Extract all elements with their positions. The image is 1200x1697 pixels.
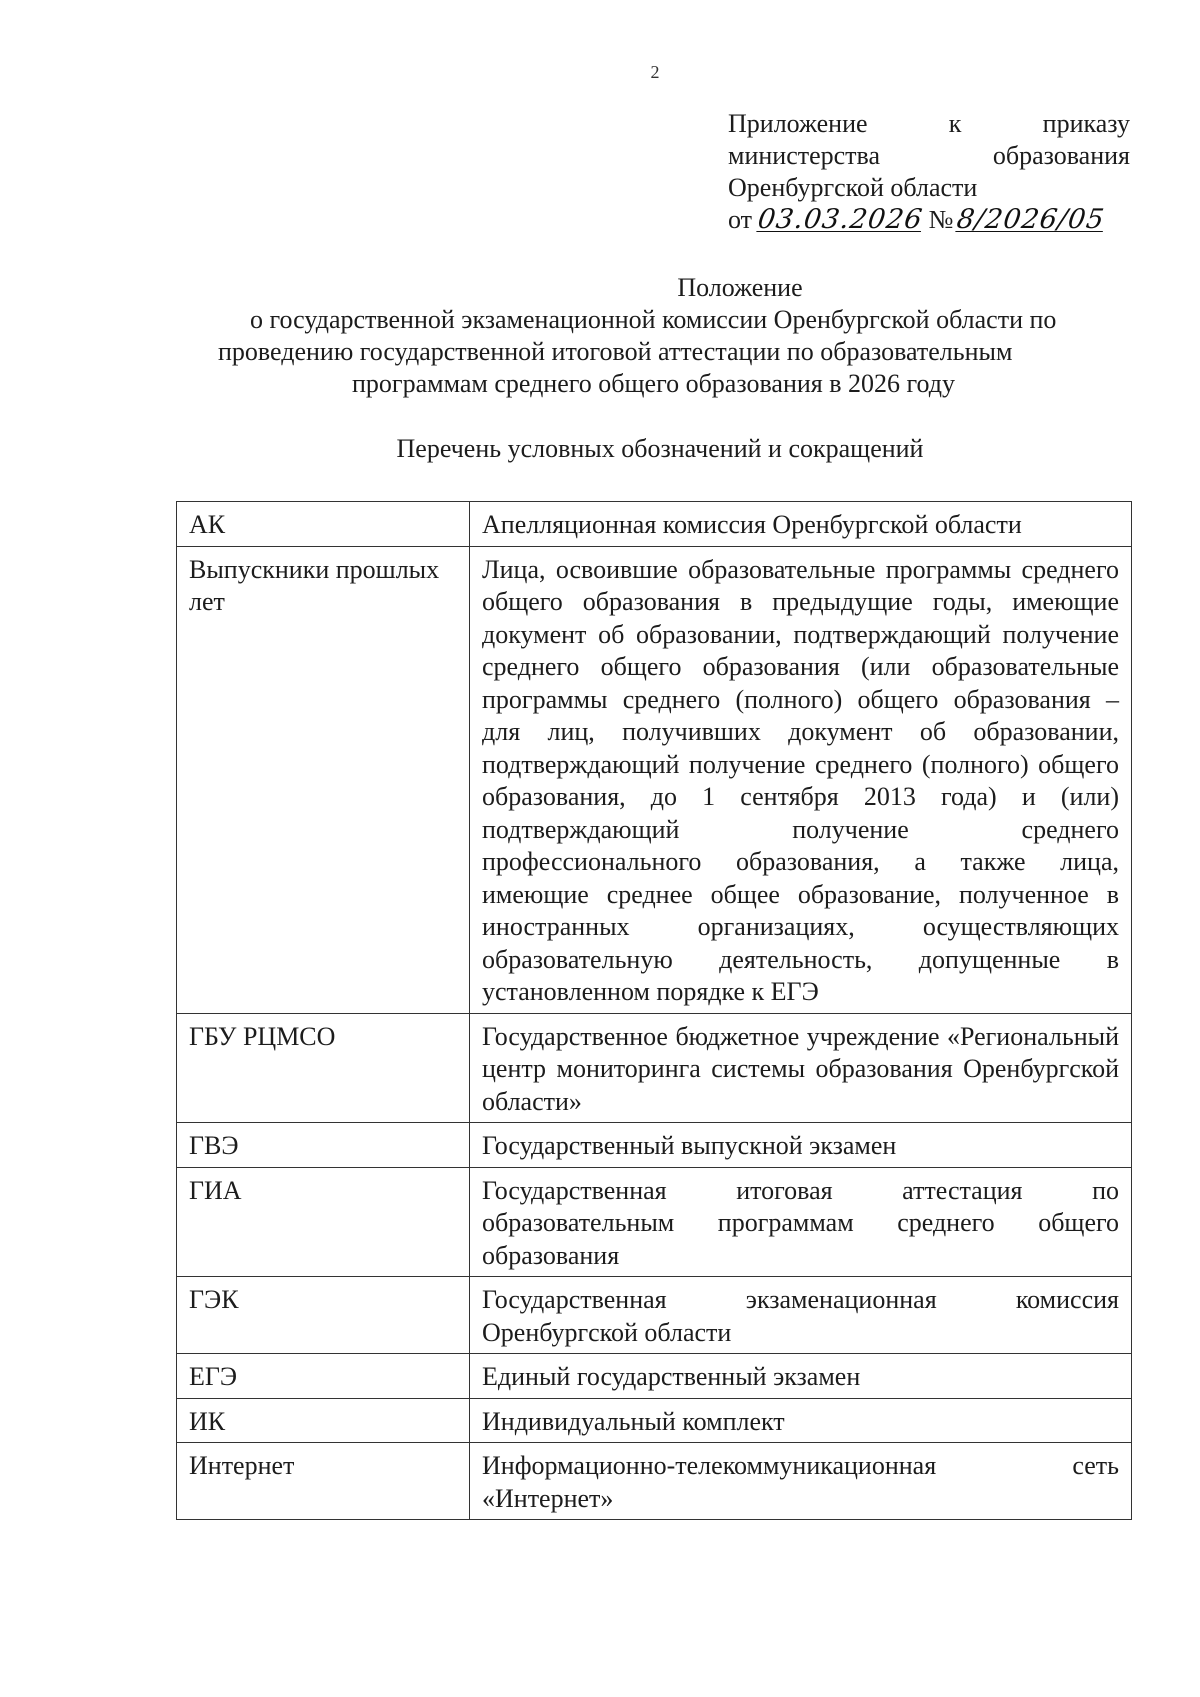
appendix-line-3: Оренбургской области: [728, 173, 978, 202]
table-row: [177, 502, 1132, 547]
abbreviation-cell: ГИА: [177, 1167, 470, 1277]
definition-cell: Государственная экзаменационная комиссия Оренбургской области: [470, 1277, 1132, 1354]
abbreviations-table: [176, 501, 1132, 1520]
page-number: 2: [650, 62, 660, 82]
abbreviation-cell: ГВЭ: [177, 1123, 470, 1168]
number-prefix: №: [928, 205, 954, 234]
table-row: [177, 1443, 1132, 1520]
appendix-header: [728, 108, 1130, 236]
table-row: [177, 1167, 1132, 1277]
order-line: [728, 204, 1130, 236]
definition-cell: Единый государственный экзамен: [470, 1354, 1132, 1399]
definition-cell: Апелляционная комиссия Оренбургской области: [470, 502, 1132, 547]
abbreviation-cell: ГЭК: [177, 1277, 470, 1354]
definition-cell: Государственная итоговая аттестация по образовательным программам среднего общего образования: [470, 1167, 1132, 1277]
definition-cell: Государственный выпускной экзамен: [470, 1123, 1132, 1168]
definition-cell: Государственное бюджетное учреждение «Региональный центр мониторинга системы образования Оренбургской области»: [470, 1013, 1132, 1123]
abbreviation-cell: ГБУ РЦМСО: [177, 1013, 470, 1123]
title-line-2: о государственной экзаменационной комиссии Оренбургской области по: [250, 305, 1057, 334]
definition-cell: Лица, освоившие образовательные программы среднего общего образования в предыдущие годы, имеющие документ об образовании, подтверждающий получение среднего общего образования (или образовательные программы среднего (полного) общего образования – для лиц, получивших документ об образовании, подтверждающий получение среднего (полного) общего образования, до 1 сентября 2013 года) и (или) подтверждающий получение среднего профессионального образования, а также лица, имеющие среднее общее образование, полученное в иностранных организациях, осуществляющих образовательную деятельность, допущенные в установленном порядке к ЕГЭ: [470, 546, 1132, 1013]
table-row: [177, 1398, 1132, 1443]
abbreviation-cell: Интернет: [177, 1443, 470, 1520]
table-row: [177, 1354, 1132, 1399]
abbreviation-cell: ИК: [177, 1398, 470, 1443]
abbreviation-cell: Выпускники прошлых лет: [177, 546, 470, 1013]
handwritten-date: 03.03.2026: [755, 204, 925, 235]
title-line-1: Положение: [677, 273, 803, 302]
abbreviations-heading: Перечень условных обозначений и сокращений: [396, 434, 924, 463]
definition-cell: Индивидуальный комплект: [470, 1398, 1132, 1443]
date-prefix: от: [728, 205, 753, 234]
title-line-4: программам среднего общего образования в 2026 году: [352, 369, 956, 398]
abbreviation-cell: ЕГЭ: [177, 1354, 470, 1399]
table-row: [177, 1013, 1132, 1123]
definition-cell: Информационно-телекоммуникационная сеть «Интернет»: [470, 1443, 1132, 1520]
title-line-3: проведению государственной итоговой аттестации по образовательным: [218, 337, 1013, 366]
table-row: [177, 1123, 1132, 1168]
document-title: [200, 272, 1160, 400]
table-row: [177, 546, 1132, 1013]
appendix-line-2: министерства образования: [728, 141, 1130, 170]
handwritten-number: 8/2026/05: [955, 204, 1108, 235]
appendix-line-1: Приложение к приказу: [728, 109, 1130, 138]
table-row: [177, 1277, 1132, 1354]
abbreviation-cell: АК: [177, 502, 470, 547]
